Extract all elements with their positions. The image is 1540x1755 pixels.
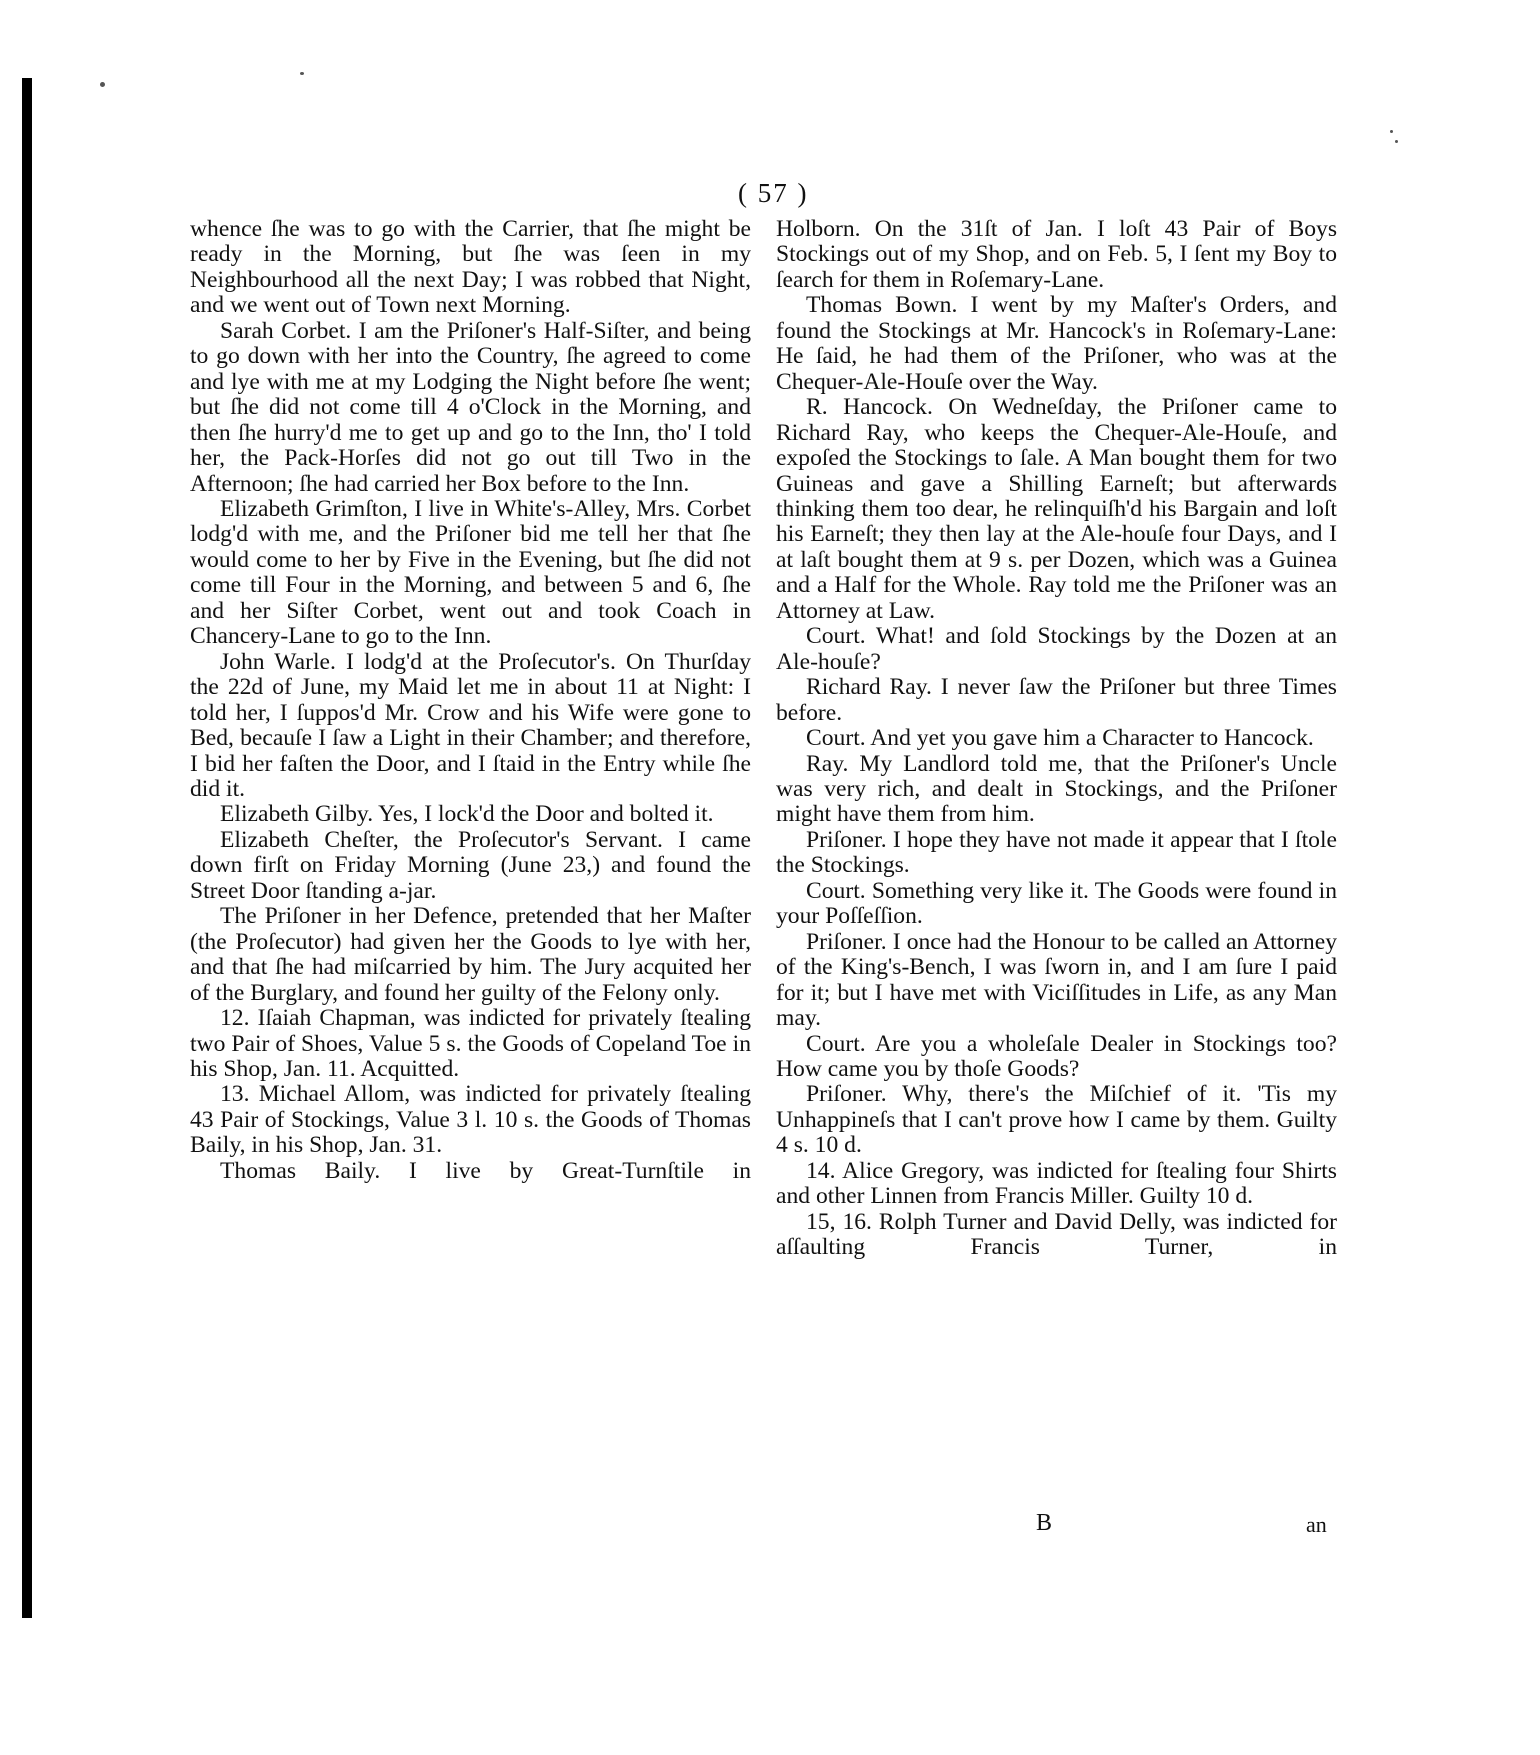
paragraph: Ray. My Landlord told me, that the Priſoner's Uncle was very rich, and dealt in Stockings, and the Priſoner might have them from him. bbox=[776, 750, 1337, 828]
signature-mark: B bbox=[1036, 1510, 1053, 1536]
paragraph: John Warle. I lodg'd at the Proſecutor's. On Thurſday the 22d of June, my Maid let me in about 11 at Night: I told her, I ſuppos'd Mr. Crow and his Wife were gone to Bed, becauſe I ſaw a Light in their Chamber; and therefore, I bid her faſten the Door, and I ſtaid in the Entry while ſhe did it. bbox=[190, 648, 751, 802]
paragraph: Thomas Baily. I live by Great-Turnſtile in bbox=[220, 1157, 751, 1184]
paragraph: Court. And yet you gave him a Character to Hancock. bbox=[806, 725, 1314, 752]
paragraph: The Priſoner in her Defence, pretended that her Maſter (the Proſecutor) had given her the Goods to lye with her, and that ſhe had miſcarried by him. The Jury acquited her of the Burglary, and found her guilty of the Felony only. bbox=[190, 903, 751, 1006]
scan-speck bbox=[1395, 140, 1398, 143]
paragraph: Court. Something very like it. The Goods were found in your Poſſeſſion. bbox=[776, 877, 1337, 930]
paragraph: Priſoner. Why, there's the Miſchief of it. 'Tis my Unhappineſs that I can't prove how I came by them. Guilty 4 s. 10 d. bbox=[776, 1081, 1337, 1159]
paragraph: Priſoner. I hope they have not made it appear that I ſtole the Stockings. bbox=[776, 826, 1337, 879]
paragraph: Sarah Corbet. I am the Priſoner's Half-Siſter, and being to go down with her into the Country, ſhe agreed to come and lye with me at my Lodging the Night before ſhe went; but ſhe did not come till 4 o'Clock in the Morning, and then ſhe hurry'd me to get up and go to the Inn, tho' I told her, the Pack-Horſes did not go out till Two in the Afternoon; ſhe had carried her Box before to the Inn. bbox=[190, 317, 751, 497]
paragraph: whence ſhe was to go with the Carrier, that ſhe might be ready in the Morning, but ſhe was ſeen in my Neighbourhood all the next Day; I was robbed that Night, and we went out of Town next Morning. bbox=[190, 216, 751, 319]
scan-edge-bar bbox=[22, 78, 32, 1618]
paragraph: Richard Ray. I never ſaw the Priſoner but three Times before. bbox=[776, 674, 1337, 726]
scan-speck bbox=[1390, 130, 1393, 133]
paragraph: Thomas Bown. I went by my Maſter's Orders, and found the Stockings at Mr. Hancock's in Roſemary-Lane: He ſaid, he had them of the Priſoner, who was at the Chequer-Ale-Houſe over the Way. bbox=[776, 292, 1337, 395]
paragraph: 13. Michael Allom, was indicted for privately ſtealing 43 Pair of Stockings, Value 3 l. 10 s. the Goods of Thomas Baily, in his Shop, Jan. 31. bbox=[190, 1081, 751, 1159]
paragraph: Priſoner. I once had the Honour to be called an Attorney of the King's-Bench, I was ſworn in, and I am ſure I paid for it; but I have met with Viciſſitudes in Life, as any Man may. bbox=[776, 928, 1337, 1032]
paragraph: Court. Are you a wholeſale Dealer in Stockings too? How came you by thoſe Goods? bbox=[776, 1030, 1337, 1082]
page-number: ( 57 ) bbox=[738, 178, 809, 208]
right-column bbox=[776, 217, 1337, 1261]
paragraph: 12. Iſaiah Chapman, was indicted for privately ſtealing two Pair of Shoes, Value 5 s. the Goods of Copeland Toe in his Shop, Jan. 11. Acquitted. bbox=[190, 1005, 751, 1082]
paragraph: Elizabeth Cheſter, the Proſecutor's Servant. I came down firſt on Friday Morning (June 23,) and found the Street Door ſtanding a-jar. bbox=[190, 826, 751, 904]
scan-speck bbox=[100, 82, 105, 87]
paragraph: 15, 16. Rolph Turner and David Delly, was indicted for aſſaulting Francis Turner, in bbox=[776, 1208, 1337, 1261]
paragraph: Elizabeth Gilby. Yes, I lock'd the Door and bolted it. bbox=[220, 801, 714, 828]
paragraph: 14. Alice Gregory, was indicted for ſtealing four Shirts and other Linnen from Francis Miller. Guilty 10 d. bbox=[776, 1157, 1337, 1210]
scan-speck bbox=[300, 72, 304, 75]
left-column bbox=[190, 217, 751, 1184]
paragraph: Elizabeth Grimſton, I live in White's-Alley, Mrs. Corbet lodg'd with me, and the Priſoner bid me tell her that ſhe would come to her by Five in the Evening, but ſhe did not come till Four in the Morning, and between 5 and 6, ſhe and her Siſter Corbet, went out and took Coach in Chancery-Lane to go to the Inn. bbox=[190, 495, 751, 650]
paragraph: Holborn. On the 31ſt of Jan. I loſt 43 Pair of Boys Stockings out of my Shop, and on Feb. 5, I ſent my Boy to ſearch for them in Roſemary-Lane. bbox=[776, 216, 1337, 293]
paragraph: Court. What! and ſold Stockings by the Dozen at an Ale-houſe? bbox=[776, 623, 1337, 675]
paragraph: R. Hancock. On Wedneſday, the Priſoner came to Richard Ray, who keeps the Chequer-Ale-Houſe, and expoſed the Stockings to ſale. A Man bought them for two Guineas and gave a Shilling Earneſt; but afterwards thinking them too dear, he relinquiſh'd his Bargain and loſt his Earneſt; they then lay at the Ale-houſe four Days, and I at laſt bought them at 9 s. per Dozen, which was a Guinea and a Half for the Whole. Ray told me the Priſoner was an Attorney at Law. bbox=[776, 394, 1337, 624]
catchword: an bbox=[1306, 1512, 1327, 1537]
